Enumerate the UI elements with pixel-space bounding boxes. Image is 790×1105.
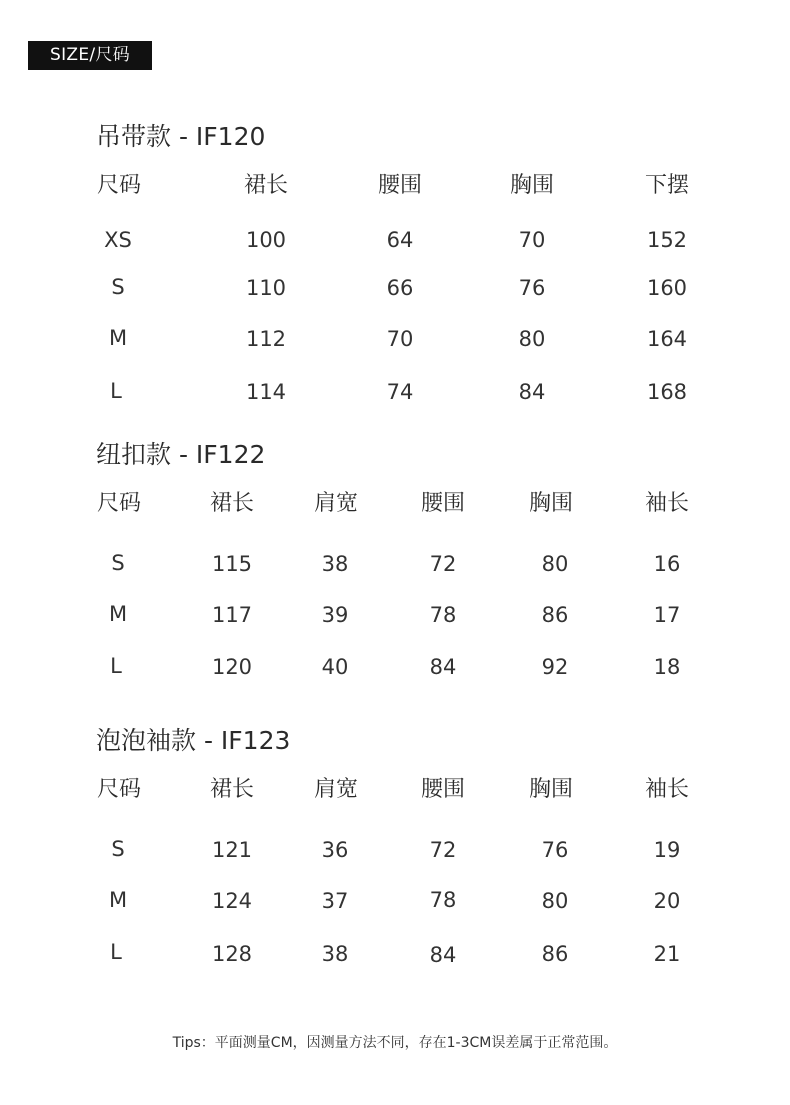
table-cell: 84	[518, 380, 546, 404]
table-header: 胸围	[528, 491, 573, 516]
table-cell: 74	[386, 380, 414, 404]
table-cell: 39	[321, 603, 349, 627]
table-cell: S	[111, 837, 125, 861]
table-cell: 117	[211, 603, 253, 627]
table-header: 下摆	[644, 173, 689, 198]
table-cell: L	[110, 379, 122, 403]
table-cell: 152	[646, 228, 688, 252]
table-cell: 84	[429, 943, 457, 967]
table-header: 裙长	[209, 491, 254, 516]
table-cell: 66	[386, 276, 414, 300]
table-cell: 76	[541, 838, 569, 862]
table-cell: M	[108, 602, 128, 626]
table-cell: 160	[646, 276, 688, 300]
table-header: 裙长	[209, 777, 254, 802]
tips-note: Tips：平面测量CM，因测量方法不同，存在1-3CM误差属于正常范围。	[172, 1035, 618, 1051]
table-cell: 21	[653, 942, 681, 966]
table-header: 尺码	[96, 777, 141, 802]
table-header: 尺码	[96, 173, 141, 198]
section-title-if123: 泡泡袖款 - IF123	[96, 726, 291, 755]
table-cell: 37	[321, 889, 349, 913]
table-cell: 80	[518, 327, 546, 351]
table-cell: 110	[245, 276, 287, 300]
table-cell: 168	[646, 380, 688, 404]
table-cell: L	[110, 940, 122, 964]
table-cell: 115	[211, 552, 253, 576]
table-cell: M	[108, 326, 128, 350]
table-cell: 38	[321, 552, 349, 576]
size-badge: SIZE/尺码	[28, 41, 152, 70]
table-header: 胸围	[528, 777, 573, 802]
table-cell: 86	[541, 603, 569, 627]
table-cell: 72	[429, 838, 457, 862]
table-header: 腰围	[420, 491, 465, 516]
table-cell: 40	[321, 655, 349, 679]
table-cell: 78	[429, 603, 457, 627]
table-header: 腰围	[377, 173, 422, 198]
table-cell: 80	[541, 552, 569, 576]
table-cell: 112	[245, 327, 287, 351]
table-header: 肩宽	[313, 777, 358, 802]
table-cell: 86	[541, 942, 569, 966]
table-cell: 70	[386, 327, 414, 351]
table-cell: 76	[518, 276, 546, 300]
table-cell: S	[111, 551, 125, 575]
table-header: 袖长	[644, 777, 689, 802]
table-cell: 16	[653, 552, 681, 576]
table-cell: 20	[653, 889, 681, 913]
table-cell: 80	[541, 889, 569, 913]
table-cell: 120	[211, 655, 253, 679]
table-header: 裙长	[243, 173, 288, 198]
section-title-if120: 吊带款 - IF120	[96, 122, 266, 151]
section-title-if122: 纽扣款 - IF122	[96, 440, 266, 469]
table-cell: L	[110, 654, 122, 678]
table-cell: 78	[429, 888, 457, 912]
table-cell: 70	[518, 228, 546, 252]
table-cell: 64	[386, 228, 414, 252]
table-cell: 124	[211, 889, 253, 913]
table-cell: 100	[245, 228, 287, 252]
table-header: 尺码	[96, 491, 141, 516]
table-header: 腰围	[420, 777, 465, 802]
table-header: 袖长	[644, 491, 689, 516]
table-header: 肩宽	[313, 491, 358, 516]
table-cell: 19	[653, 838, 681, 862]
table-cell: 164	[646, 327, 688, 351]
table-cell: 128	[211, 942, 253, 966]
table-cell: 72	[429, 552, 457, 576]
table-cell: 84	[429, 655, 457, 679]
table-cell: 121	[211, 838, 253, 862]
table-cell: 36	[321, 838, 349, 862]
table-cell: 18	[653, 655, 681, 679]
table-cell: XS	[104, 228, 132, 252]
table-header: 胸围	[509, 173, 554, 198]
table-cell: 17	[653, 603, 681, 627]
table-cell: 114	[245, 380, 287, 404]
table-cell: 92	[541, 655, 569, 679]
table-cell: S	[111, 275, 125, 299]
table-cell: M	[108, 888, 128, 912]
table-cell: 38	[321, 942, 349, 966]
